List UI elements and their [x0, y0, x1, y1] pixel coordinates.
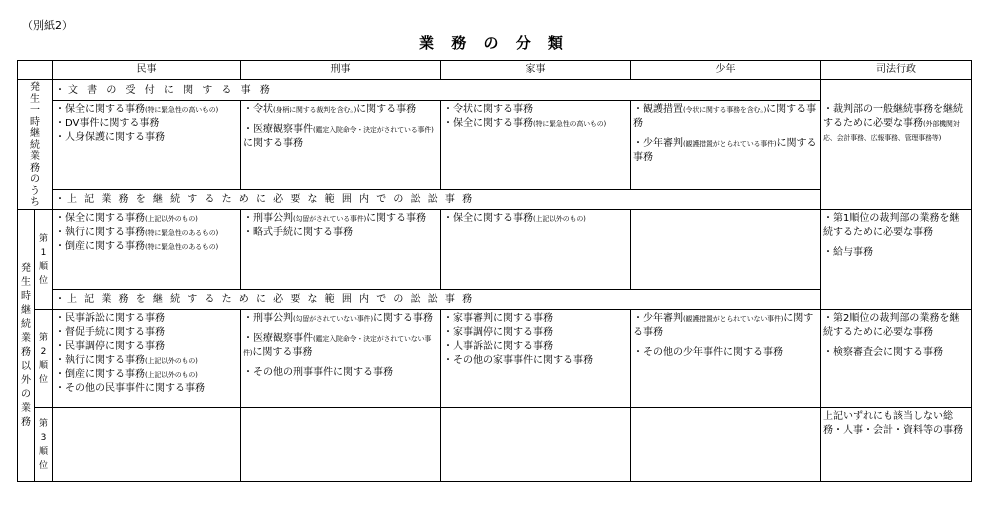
- r2-juvenile-item-2: ・その他の少年事件に関する事務: [633, 346, 783, 358]
- s1-admin-cell: [821, 101, 972, 210]
- rank2-label: [35, 309, 53, 407]
- header-admin: 司法行政: [821, 61, 972, 80]
- r2-civil-item-2: ・督促手続に関する事務: [55, 326, 165, 338]
- r1-civil-cell: [53, 209, 241, 289]
- s1-civil-item-1: ・保全に関する事務(特に緊急性の高いもの): [55, 104, 219, 115]
- r1-family-cell: [441, 209, 631, 289]
- rank1-label: [35, 209, 53, 309]
- header-blank: [18, 61, 53, 80]
- r1-civil-item-3: ・倒産に関する事務(特に緊急性のあるもの): [55, 240, 219, 252]
- r2-admin-item-1: ・第2順位の裁判部の業務を継続するために必要な事務: [823, 312, 960, 338]
- r1-civil-item-2: ・執行に関する事務(特に緊急性のあるもの): [55, 226, 219, 238]
- r1-juvenile-cell: [631, 209, 821, 289]
- r1-admin-item-1: ・第1順位の裁判部の業務を継続するために必要な事務: [823, 212, 960, 238]
- s2-rank1-row: [18, 209, 972, 289]
- s1-litigation-label: ・上 記 業 務 を 継 続 す る た め に 必 要 な 範 囲 内 で の 訟 訟 事 務: [55, 194, 475, 205]
- s1-juvenile-item-2: ・少年審判(観護措置がとられている事件)に関する事務: [633, 138, 817, 163]
- r3-criminal-cell: [241, 407, 441, 481]
- r2-family-item-1: ・家事審判に関する事務: [443, 312, 553, 324]
- s1-admin-item-1: ・裁判部の一般継続事務を継続するために必要な事務(外部機関対応、会計事務、広報事務、管理事務等): [823, 103, 963, 142]
- r2-civil-item-1: ・民事訴訟に関する事務: [55, 312, 165, 324]
- r1-litigation-text: [53, 289, 821, 309]
- rank2-label-text: 第2順位: [38, 333, 48, 385]
- r1-litigation-label: ・上 記 業 務 を 継 続 す る た め に 必 要 な 範 囲 内 で の 訟 訟 事 務: [55, 294, 475, 305]
- annex-label: （別紙2）: [22, 19, 73, 32]
- r2-family-item-3: ・人事訴訟に関する事務: [443, 340, 553, 352]
- r2-civil-item-3: ・民事調停に関する事務: [55, 340, 165, 352]
- header-row: [18, 61, 972, 80]
- s1-civil-cell: [53, 101, 241, 190]
- r2-criminal-item-1: ・刑事公判(勾留がされていない事件)に関する事務: [243, 312, 433, 324]
- s1-juvenile-cell: [631, 101, 821, 190]
- r2-admin-cell: [821, 309, 972, 407]
- r1-admin-cell: [821, 209, 972, 309]
- r2-criminal-cell: [241, 309, 441, 407]
- s1-civil-item-2: ・DV事件に関する事務: [55, 118, 160, 129]
- rank3-label: [35, 407, 53, 481]
- r1-admin-item-2: ・給与事務: [823, 246, 873, 258]
- r1-criminal-item-2: ・略式手続に関する事務: [243, 226, 353, 238]
- s1-main-row: [18, 101, 972, 190]
- header-civil: 民事: [53, 61, 241, 80]
- s1-family-cell: [441, 101, 631, 190]
- r2-family-item-2: ・家事調停に関する事務: [443, 326, 553, 338]
- s1-litigation-text: [53, 189, 821, 209]
- classification-table: [17, 60, 972, 482]
- header-criminal: 刑事: [241, 61, 441, 80]
- s1-criminal-cell: [241, 101, 441, 190]
- r3-admin-cell: [821, 407, 972, 481]
- s1-criminal-item-2: ・医療観察事件(鑑定入院命令・決定がされている事件)に関する事務: [243, 124, 434, 149]
- r2-civil-item-4: ・執行に関する事務(上記以外のもの): [55, 354, 198, 366]
- r2-juvenile-item-1: ・少年審判(観護措置がとられていない事件)に関する事務: [633, 312, 814, 338]
- r2-civil-cell: [53, 309, 241, 407]
- s1-family-item-1: ・令状に関する事務: [443, 104, 533, 115]
- r2-family-item-4: ・その他の家事事件に関する事務: [443, 354, 593, 366]
- page-title: 業 務 の 分 類: [419, 34, 569, 52]
- s1-criminal-item-1: ・令状(身柄に関する裁判を含む。)に関する事務: [243, 104, 417, 115]
- r2-civil-item-5: ・倒産に関する事務(上記以外のもの): [55, 368, 198, 380]
- header-juvenile: 少年: [631, 61, 821, 80]
- r3-family-cell: [441, 407, 631, 481]
- r1-family-item-1: ・保全に関する事務(上記以外のもの): [443, 212, 586, 224]
- s1-reception-text: [53, 80, 821, 101]
- r2-criminal-item-2: ・医療観察事件(鑑定入院命令・決定がされていない事件)に関する事務: [243, 332, 432, 358]
- section1-label-text: 発生一時継続業務のうち: [30, 82, 40, 208]
- r2-juvenile-cell: [631, 309, 821, 407]
- rank3-label-text: 第3順位: [38, 419, 48, 471]
- r1-criminal-cell: [241, 209, 441, 289]
- s1-family-item-2: ・保全に関する事務(特に緊急性の高いもの): [443, 118, 607, 129]
- r2-admin-item-2: ・検察審査会に関する事務: [823, 346, 943, 358]
- r2-civil-item-6: ・その他の民事事件に関する事務: [55, 382, 205, 394]
- r2-criminal-item-3: ・その他の刑事事件に関する事務: [243, 366, 393, 378]
- s1-reception-label: ・文 書 の 受 付 に 関 す る 事 務: [55, 85, 273, 96]
- s1-civil-item-3: ・人身保護に関する事務: [55, 132, 165, 143]
- r1-criminal-item-1: ・刑事公判(勾留がされている事件)に関する事務: [243, 212, 427, 224]
- s1-reception-admin-blank: [821, 80, 972, 101]
- s2-rank3-row: [18, 407, 972, 481]
- r3-juvenile-cell: [631, 407, 821, 481]
- header-family: 家事: [441, 61, 631, 80]
- rank1-label-text: 第1順位: [38, 234, 48, 286]
- s2-rank2-row: [18, 309, 972, 407]
- r3-admin-item-1: 上記いずれにも該当しない総務・人事・会計・資料等の事務: [823, 410, 963, 436]
- r2-family-cell: [441, 309, 631, 407]
- r3-civil-cell: [53, 407, 241, 481]
- section1-label: [18, 80, 53, 210]
- s1-juvenile-item-1: ・観護措置(令状に関する事務を含む。)に関する事務: [633, 104, 817, 129]
- section2-label: [18, 209, 35, 481]
- r1-civil-item-1: ・保全に関する事務(上記以外のもの): [55, 212, 198, 224]
- section2-label-text: 発生時継続業務以外の業務: [21, 263, 31, 428]
- s1-reception-row: [18, 80, 972, 101]
